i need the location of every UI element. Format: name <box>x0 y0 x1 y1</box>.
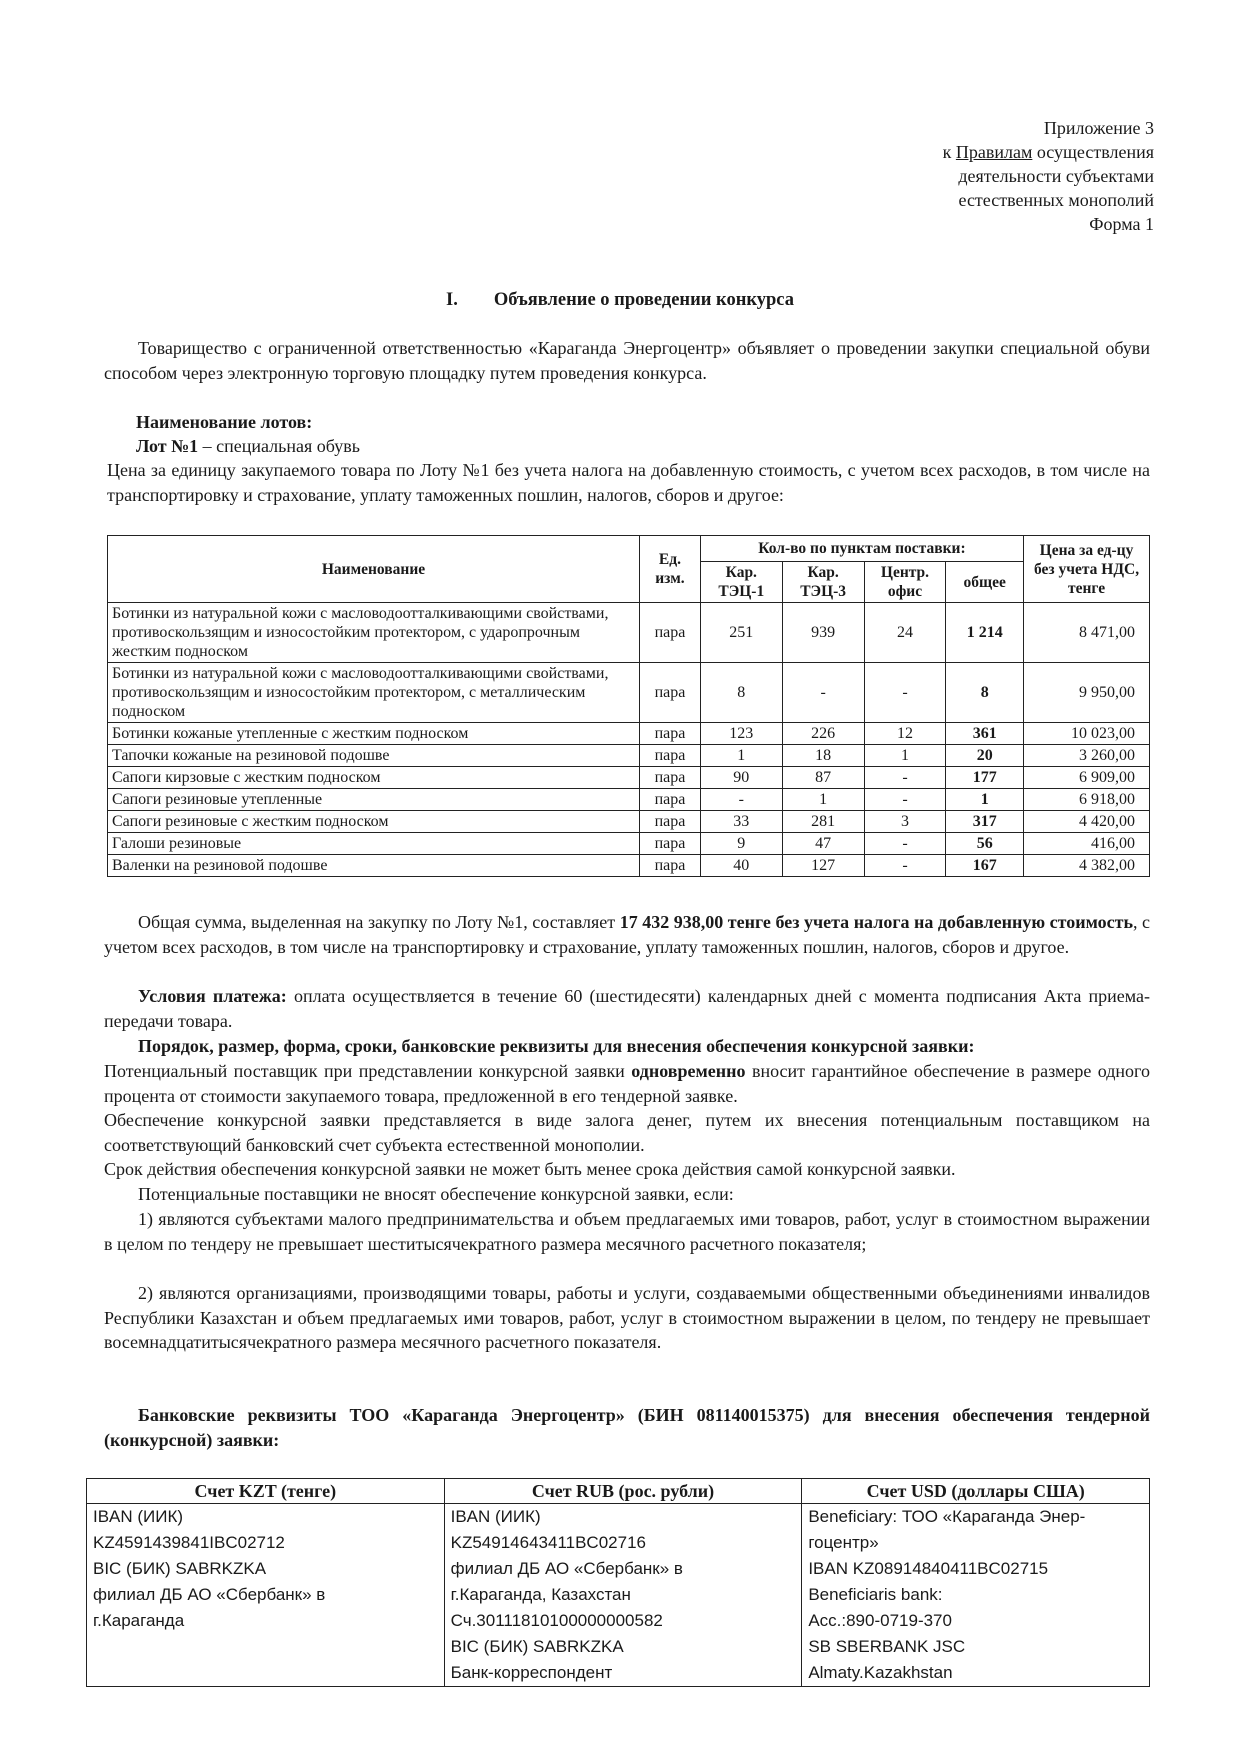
cell-total: 20 <box>946 745 1024 767</box>
total-sum-amount: 17 432 938,00 тенге без учета налога на добавленную стоимость <box>619 912 1133 932</box>
cell-total: 8 <box>946 663 1024 723</box>
table-row <box>108 789 1150 811</box>
cell-price: 4 382,00 <box>1024 855 1150 877</box>
security-heading <box>104 1034 1150 1059</box>
cell-name: Валенки на резиновой подошве <box>108 855 640 877</box>
cell-q3: - <box>864 833 946 855</box>
appendix-line-1: Приложение 3 <box>1043 118 1154 138</box>
bank-col-usd <box>802 1504 1150 1687</box>
cell-unit: пара <box>640 789 701 811</box>
cell-q2: 226 <box>782 723 864 745</box>
cell-q3: 12 <box>864 723 946 745</box>
appendix-line-4: естественных монополий <box>958 190 1154 210</box>
security-p1-start: Потенциальный поставщик при представлении конкурсной заявки <box>104 1061 632 1081</box>
bank-col-rub <box>444 1504 802 1687</box>
bank-rub-line: Банк-корреспондент <box>450 1663 613 1682</box>
header-qty-group: Кол-во по пунктам поставки: <box>700 536 1023 562</box>
cell-unit: пара <box>640 603 701 663</box>
bank-col-usd-title: Счет USD (доллары США) <box>802 1479 1150 1504</box>
header-price: Цена за ед-цу без учета НДС, тенге <box>1024 536 1150 603</box>
header-q3: Центр. офис <box>864 562 946 603</box>
lots-heading-label: Наименование лотов: <box>136 412 313 432</box>
cell-price: 6 909,00 <box>1024 767 1150 789</box>
table-row <box>108 811 1150 833</box>
bank-rub-line: г.Караганда, Казахстан <box>450 1585 631 1604</box>
total-sum-suffix: , с учетом всех расходов, в том числе на транспортировку и страхование, уплату таможенных пошлин, налогов, сборов и другое. <box>104 912 1150 957</box>
payment-text: оплата осуществляется в течение 60 (шестидесяти) календарных дней с момента подписания Акта приема-передачи товара. <box>104 986 1151 1031</box>
bank-rub-line: Сч.30111810100000000582 <box>450 1611 663 1630</box>
cell-unit: пара <box>640 723 701 745</box>
cell-unit: пара <box>640 811 701 833</box>
cell-price: 4 420,00 <box>1024 811 1150 833</box>
bank-col-kzt-title: Счет KZT (тенге) <box>87 1479 445 1504</box>
cell-price: 8 471,00 <box>1024 603 1150 663</box>
cell-name: Тапочки кожаные на резиновой подошве <box>108 745 640 767</box>
table-row <box>108 855 1150 877</box>
header-unit: Ед. изм. <box>640 536 701 603</box>
cell-q2: 18 <box>782 745 864 767</box>
form-number: Форма 1 <box>1089 214 1154 234</box>
cell-q2: 1 <box>782 789 864 811</box>
cell-q1: 1 <box>700 745 782 767</box>
bank-kzt-line: BIC (БИК) SABRKZKA <box>93 1559 267 1578</box>
header-q1: Кар. ТЭЦ-1 <box>700 562 782 603</box>
cell-price: 10 023,00 <box>1024 723 1150 745</box>
appendix-line-3: деятельности субъектами <box>958 166 1154 186</box>
cell-q1: 9 <box>700 833 782 855</box>
cell-total: 56 <box>946 833 1024 855</box>
total-sum-prefix: Общая сумма, выделенная на закупку по Лоту №1, составляет <box>138 912 620 932</box>
cell-name: Сапоги резиновые с жестким подноском <box>108 811 640 833</box>
cell-name: Сапоги резиновые утепленные <box>108 789 640 811</box>
cell-price: 9 950,00 <box>1024 663 1150 723</box>
bank-rub-line: IBAN (ИИК) <box>450 1507 541 1526</box>
payment-label: Условия платежа: <box>138 986 287 1006</box>
cell-unit: пара <box>640 745 701 767</box>
appendix-line-2-suffix: осуществления <box>1032 142 1154 162</box>
exemption-2: 2) являются организациями, производящими товары, работы и услуги, создаваемыми общественными объединениями инвалидов Республики Казахстан и объем предлагаемых ими товаров, работ, услуг в стоимостном выражении в целом, по тендеру не превышает восемнадцатитысячекратного размера месячного расчетного показателя. <box>104 1283 1150 1352</box>
cell-q2: 47 <box>782 833 864 855</box>
cell-q3: 3 <box>864 811 946 833</box>
cell-q2: 281 <box>782 811 864 833</box>
appendix-line-2 <box>943 140 1154 164</box>
exemption-1: 1) являются субъектами малого предпринимательства и объем предлагаемых ими товаров, работ, услуг в стоимостном выражении в целом по тендеру не превышает шеститысячекратного размера месячного расчетного показателя; <box>104 1209 1150 1254</box>
cell-q3: 24 <box>864 603 946 663</box>
cell-q2: 127 <box>782 855 864 877</box>
bank-usd-line: Beneficiary: ТОО «Караганда Энер- <box>808 1507 1086 1526</box>
appendix-header <box>943 116 1154 236</box>
bank-table <box>86 1478 1150 1687</box>
bank-kzt-line: г.Караганда <box>93 1611 185 1630</box>
bank-rub-line: KZ54914643411BC02716 <box>450 1533 646 1552</box>
security-paragraph-3: Срок действия обеспечения конкурсной заявки не может быть менее срока действия самой конкурсной заявки. <box>104 1159 956 1179</box>
bank-kzt-line: KZ4591439841IBC02712 <box>93 1533 285 1552</box>
cell-q2: - <box>782 663 864 723</box>
rules-link[interactable]: Правилам <box>955 142 1033 162</box>
bank-rub-line: BIC (БИК) SABRKZKA <box>450 1637 624 1656</box>
cell-price: 6 918,00 <box>1024 789 1150 811</box>
header-q2: Кар. ТЭЦ-3 <box>782 562 864 603</box>
bank-kzt-line: IBAN (ИИК) <box>93 1507 184 1526</box>
cell-total: 361 <box>946 723 1024 745</box>
cell-q1: 33 <box>700 811 782 833</box>
bank-usd-line: гоцентр» <box>808 1533 879 1552</box>
security-p1-bold: одновременно <box>631 1061 746 1081</box>
bank-kzt-line: филиал ДБ АО «Сбербанк» в <box>93 1585 326 1604</box>
cell-price: 416,00 <box>1024 833 1150 855</box>
table-row <box>108 745 1150 767</box>
cell-total: 177 <box>946 767 1024 789</box>
table-row <box>108 833 1150 855</box>
header-name: Наименование <box>108 536 640 603</box>
lot-label: Лот №1 <box>136 436 199 456</box>
lot-description: – специальная обувь <box>198 436 360 456</box>
section-number: I. <box>446 290 458 310</box>
total-sum-paragraph <box>104 910 1150 959</box>
section-title <box>0 290 1240 311</box>
bank-usd-line: SB SBERBANK JSC <box>808 1637 966 1656</box>
cell-name: Ботинки кожаные утепленные с жестким подноском <box>108 723 640 745</box>
bank-usd-line: Almaty.Kazakhstan <box>808 1663 953 1682</box>
cell-q3: - <box>864 663 946 723</box>
cell-q3: - <box>864 855 946 877</box>
security-heading-text: Порядок, размер, форма, сроки, банковские реквизиты для внесения обеспечения конкурсной заявки: <box>138 1036 975 1056</box>
security-p1-end: вносит гарантийное обеспечение в размере одного процента от стоимости закупаемого товара, предложенной в его тендерной заявке. <box>104 1061 1150 1106</box>
cell-total: 317 <box>946 811 1024 833</box>
cell-name: Сапоги кирзовые с жестким подноском <box>108 767 640 789</box>
table-row <box>108 723 1150 745</box>
cell-name: Ботинки из натуральной кожи с масловодоотталкивающими свойствами, противоскользящим и износостойким протектором, с металлическим подноском <box>108 663 640 723</box>
payment-terms <box>104 984 1150 1033</box>
price-note: Цена за единицу закупаемого товара по Лоту №1 без учета налога на добавленную стоимость, с учетом всех расходов, в том числе на транспортировку и страхование, уплату таможенных пошлин, налогов, сборов и другое: <box>107 460 1150 505</box>
bank-col-rub-title: Счет RUB (рос. рубли) <box>444 1479 802 1504</box>
cell-q3: - <box>864 767 946 789</box>
cell-total: 1 214 <box>946 603 1024 663</box>
cell-q2: 87 <box>782 767 864 789</box>
security-paragraph-2: Обеспечение конкурсной заявки представляется в виде залога денег, путем их внесения потенциальным поставщиком на соответствующий банковский счет субъекта естественной монополии. <box>104 1110 1150 1155</box>
cell-total: 167 <box>946 855 1024 877</box>
cell-unit: пара <box>640 833 701 855</box>
cell-q1: 8 <box>700 663 782 723</box>
bank-usd-line: Beneficiaris bank: <box>808 1585 943 1604</box>
cell-name: Галоши резиновые <box>108 833 640 855</box>
cell-q1: 251 <box>700 603 782 663</box>
cell-unit: пара <box>640 663 701 723</box>
cell-unit: пара <box>640 855 701 877</box>
cell-name: Ботинки из натуральной кожи с масловодоотталкивающими свойствами, противоскользящим и износостойким протектором, с ударопрочным жестким подноском <box>108 603 640 663</box>
cell-q2: 939 <box>782 603 864 663</box>
cell-q1: - <box>700 789 782 811</box>
cell-q1: 40 <box>700 855 782 877</box>
lots-heading <box>136 410 1150 435</box>
bank-usd-line: IBAN KZ08914840411BC02715 <box>808 1559 1049 1578</box>
security-paragraph-4: Потенциальные поставщики не вносят обеспечение конкурсной заявки, если: <box>138 1184 734 1204</box>
cell-unit: пара <box>640 767 701 789</box>
table-row <box>108 663 1150 723</box>
cell-q1: 90 <box>700 767 782 789</box>
header-total: общее <box>946 562 1024 603</box>
bank-usd-line: Acc.:890-0719-370 <box>808 1611 952 1630</box>
cell-total: 1 <box>946 789 1024 811</box>
cell-price: 3 260,00 <box>1024 745 1150 767</box>
table-row <box>108 603 1150 663</box>
section-heading: Объявление о проведении конкурса <box>493 290 794 310</box>
security-paragraph-1 <box>104 1059 1150 1108</box>
bank-heading: Банковские реквизиты ТОО «Караганда Энергоцентр» (БИН 081140015375) для внесения обеспечения тендерной (конкурсной) заявки: <box>104 1405 1150 1450</box>
bank-col-kzt <box>87 1504 445 1687</box>
lot-title <box>136 434 1150 459</box>
cell-q1: 123 <box>700 723 782 745</box>
intro-paragraph: Товарищество с ограниченной ответственностью «Караганда Энергоцентр» объявляет о проведении закупки специальной обуви способом через электронную торговую площадку путем проведения конкурса. <box>104 338 1150 383</box>
table-row <box>108 767 1150 789</box>
goods-table <box>107 535 1150 877</box>
cell-q3: 1 <box>864 745 946 767</box>
bank-rub-line: филиал ДБ АО «Сбербанк» в <box>450 1559 683 1578</box>
appendix-line-2-prefix: к <box>942 142 956 162</box>
goods-table-body <box>108 603 1150 877</box>
cell-q3: - <box>864 789 946 811</box>
